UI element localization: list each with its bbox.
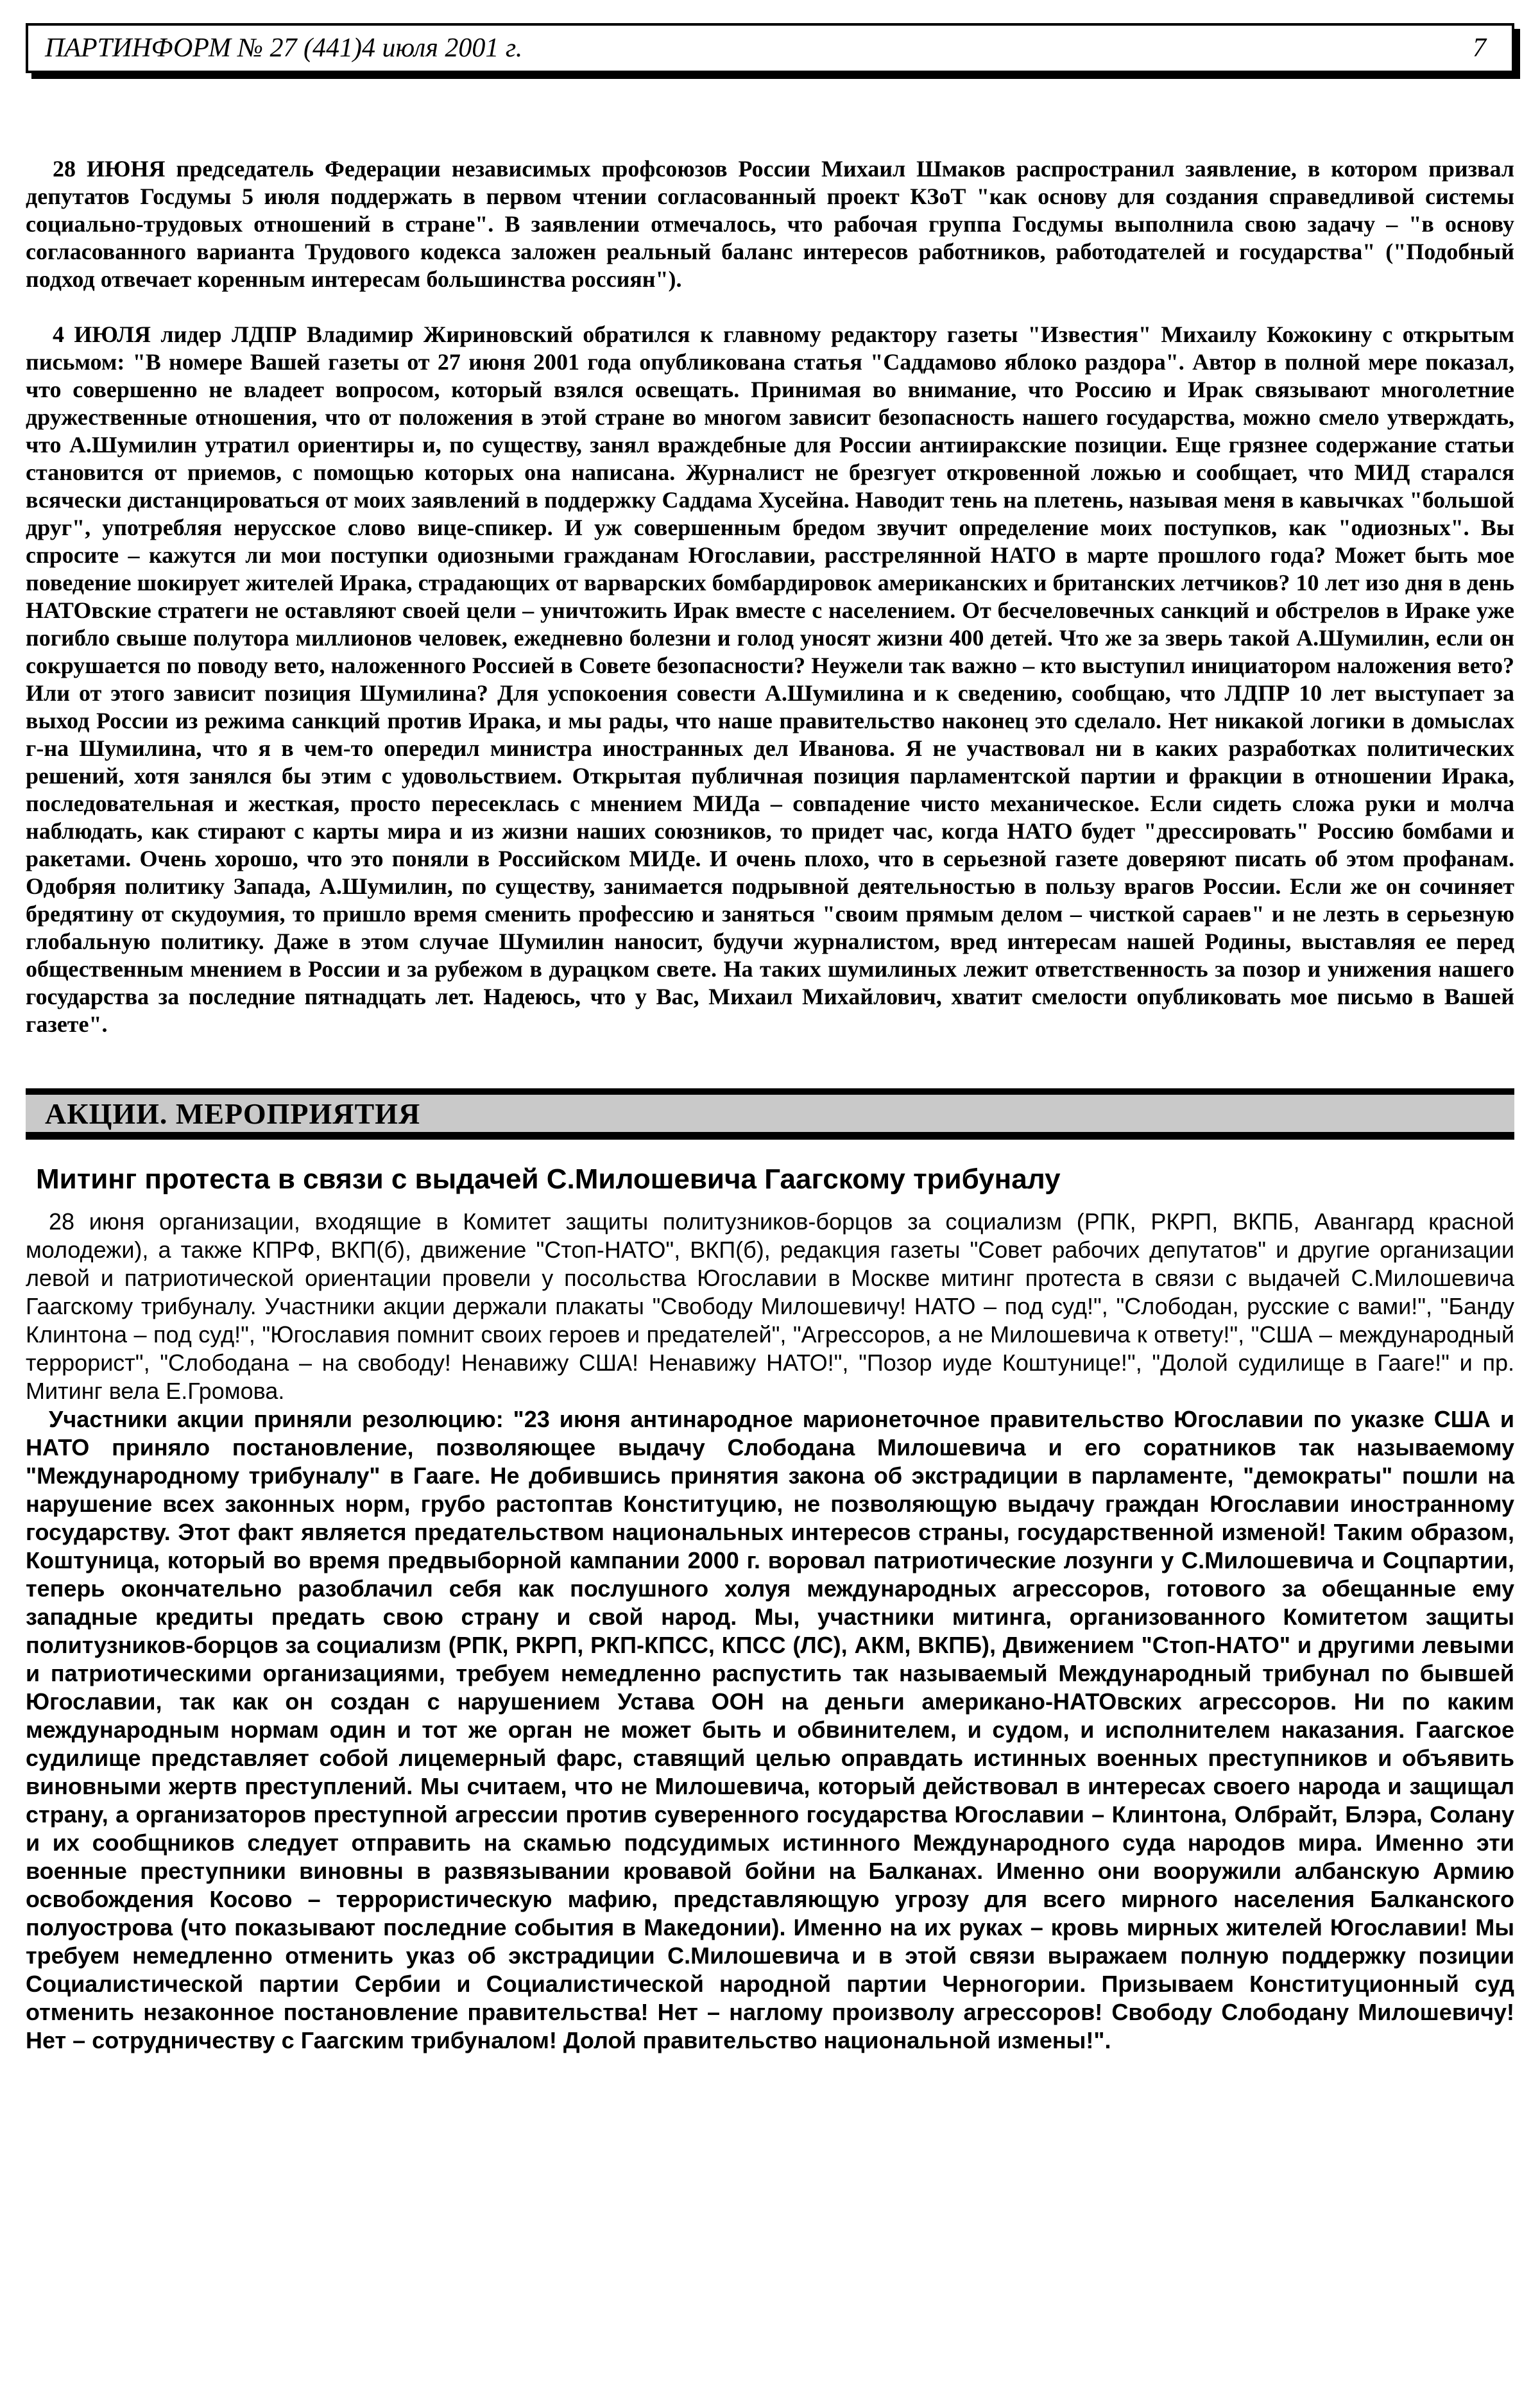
- masthead-title: ПАРТИНФОРМ № 27 (441)4 июля 2001 г.: [45, 33, 523, 63]
- page-number: 7: [1473, 33, 1486, 63]
- masthead: [26, 23, 1514, 73]
- news-paragraph-shmakov: 28 ИЮНЯ председатель Федерации независимых профсоюзов России Михаил Шмаков распространил заявление, в котором призвал депутатов Госдумы 5 июля поддержать в первом чтении согласованный проект КЗоТ "как основу для создания справедливой системы социально-трудовых отношений в стране". В заявлении отмечалось, что рабочая группа Госдумы выполнила свою задачу – "в основу согласованного варианта Трудового кодекса заложен реальный баланс интересов работников, работодателей и государства" ("Подобный подход отвечает коренным интересам большинства россиян").: [26, 156, 1514, 292]
- section-header-bar: [26, 1088, 1514, 1140]
- article-body: [26, 1208, 1514, 2055]
- article-milosevic-protest: [26, 1163, 1514, 2055]
- section-title: АКЦИИ. МЕРОПРИЯТИЯ: [45, 1097, 421, 1130]
- news-letters-section: [26, 155, 1514, 1038]
- article-headline: Митинг протеста в связи с выдачей С.Милошевича Гаагскому трибуналу: [36, 1163, 1061, 1195]
- article-paragraph-resolution: Участники акции приняли резолюцию: "23 июня антинародное марионеточное правительство Югославии по указке США и НАТО приняло постановление, позволяющее выдачу Слободана Милошевича и его соратников так называемому "Международному трибуналу" в Гааге. Не добившись принятия закона об экстрадиции в парламенте, "демократы" пошли на нарушение всех законных норм, грубо растоптав Конституцию, не позволяющую выдачу граждан Югославии иностранному государству. Этот факт является предательством национальных интересов страны, государственной изменой! Таким образом, Коштуница, который во время предвыборной кампании 2000 г. воровал патриотические лозунги у С.Милошевича и Соцпартии, теперь окончательно разоблачил себя как послушного холуя международных агрессоров, готового за обещанные ему западные кредиты предать свою страну и свой народ. Мы, участники митинга, организованного Комитетом защиты политузников-борцов за социализм (РПК, РКРП, РКП-КПСС, КПСС (ЛС), АКМ, ВКПБ), Движением "Стоп-НАТО" и другими левыми и патриотическими организациями, требуем немедленно распустить так называемый Международный трибунал по бывшей Югославии, так как он создан с нарушением Устава ООН на деньги американо-НАТОвских агрессоров. Ни по каким международным нормам один и тот же орган не может быть и обвинителем, и судом, и исполнителем наказания. Гаагское судилище представляет собой лицемерный фарс, ставящий целью оправдать истинных военных преступников и объявить виновными жертв преступлений. Мы считаем, что не Милошевича, который действовал в интересах своего народа и защищал страну, а организаторов преступной агрессии против суверенного государства Югославии – Клинтона, Олбрайт, Блэра, Солану и их сообщников следует отправить на скамью подсудимых истинного Международного суда народов мира. Именно эти военные преступники виновны в развязывании кровавой бойни на Балканах. Именно они вооружили албанскую Армию освобождения Косово – террористическую мафию, представляющую угрозу для всего мирного населения Балканского полуострова (что показывают последние события в Македонии). Именно на их руках – кровь мирных жителей Югославии! Мы требуем немедленно отменить указ об экстрадиции С.Милошевича и в этой связи выражаем полную поддержку позиции Социалистической партии Сербии и Социалистической народной партии Черногории. Призываем Конституционный суд отменить незаконное постановление правительства! Нет – наглому произволу агрессоров! Свободу Слободану Милошевичу! Нет – сотрудничеству с Гаагским трибуналом! Долой правительство национальной измены!".: [26, 1406, 1514, 2053]
- article-paragraph-meeting: 28 июня организации, входящие в Комитет защиты политузников-борцов за социализм (РПК, РКРП, ВКПБ, Авангард красной молодежи), а также КПРФ, ВКП(б), движение "Стоп-НАТО", ВКП(б), редакция газеты "Совет рабочих депутатов" и другие организации левой и патриотической ориентации провели у посольства Югославии в Москве митинг протеста в связи с выдачей С.Милошевича Гаагскому трибуналу. Участники акции держали плакаты "Свободу Милошевичу! НАТО – под суд!", "Слободан, русские с вами!", "Банду Клинтона – под суд!", "Югославия помнит своих героев и предателей", "Агрессоров, а не Милошевича к ответу!", "США – международный террорист", "Слободана – на свободу! Ненавижу США! Ненавижу НАТО!", "Позор иуде Коштунице!", "Долой судилище в Гааге!" и пр. Митинг вела Е.Громова.: [26, 1208, 1514, 1404]
- news-paragraph-zhirinovsky-letter: 4 ИЮЛЯ лидер ЛДПР Владимир Жириновский обратился к главному редактору газеты "Известия" Михаилу Кожокину с открытым письмом: "В номере Вашей газеты от 27 июня 2001 года опубликована статья "Саддамово яблоко раздора". Автор в полной мере показал, что совершенно не владеет вопросом, который взялся освещать. Принимая во внимание, что Россию и Ирак связывают многолетние дружественные отношения, что от положения в этой стране во многом зависит безопасность нашего государства, можно смело утверждать, что А.Шумилин утратил ориентиры и, по существу, занял враждебные для России антииракские позиции. Еще грязнее содержание статьи становится от приемов, с помощью которых она написана. Журналист не брезгует откровенной ложью и сообщает, что МИД старался всячески дистанцироваться от моих заявлений в поддержку Саддама Хусейна. Наводит тень на плетень, называя меня в кавычках "большой друг", употребляя нерусское слово вице-спикер. И уж совершенным бредом звучит определение моих поступков, как "одиозных". Вы спросите – кажутся ли мои поступки одиозными гражданам Югославии, расстрелянной НАТО в марте прошлого года? Может быть мое поведение шокирует жителей Ирака, страдающих от варварских бомбардировок американских и британских летчиков? 10 лет изо дня в день НАТОвские стратеги не оставляют своей цели – уничтожить Ирак вместе с населением. От бесчеловечных санкций и обстрелов в Ираке уже погибло свыше полутора миллионов человек, ежедневно болезни и голод уносят жизни 400 детей. Что же за зверь такой А.Шумилин, если он сокрушается по поводу вето, наложенного Россией в Совете безопасности? Неужели так важно – кто выступил инициатором наложения вето? Или от этого зависит позиция Шумилина? Для успокоения совести А.Шумилина и к сведению, сообщаю, что ЛДПР 10 лет выступает за выход России из режима санкций против Ирака, и мы рады, что наше правительство наконец это сделало. Нет никакой логики в домыслах г-на Шумилина, что я в чем-то опередил министра иностранных дел Иванова. Я не участвовал ни в каких разработках политических решений, хотя занялся бы этим с удовольствием. Открытая публичная позиция парламентской партии и фракции в отношении Ирака, последовательная и жесткая, просто пересеклась с мнением МИДа – совпадение чисто механическое. Если сидеть сложа руки и молча наблюдать, как стирают с карты мира и из жизни наших союзников, то придет час, когда НАТО будет "дрессировать" Россию бомбами и ракетами. Очень хорошо, что это поняли в Российском МИДе. И очень плохо, что в серьезной газете доверяют писать об этом профанам. Одобряя политику Запада, А.Шумилин, по существу, занимается подрывной деятельностью в пользу врагов России. Если же он сочиняет бредятину от скудоумия, то пришло время сменить профессию и заняться "своим прямым делом – чисткой сараев" и не лезть в серьезную глобальную политику. Даже в этом случае Шумилин наносит, будучи журналистом, вред интересам нашей Родины, выставляя ее перед общественным мнением в России и за рубежом в дурацком свете. На таких шумилиных лежит ответственность за позор и унижения нашего государства за последние пятнадцать лет. Надеюсь, что у Вас, Михаил Михайлович, хватит смелости опубликовать мое письмо в Вашей газете".: [26, 321, 1514, 1037]
